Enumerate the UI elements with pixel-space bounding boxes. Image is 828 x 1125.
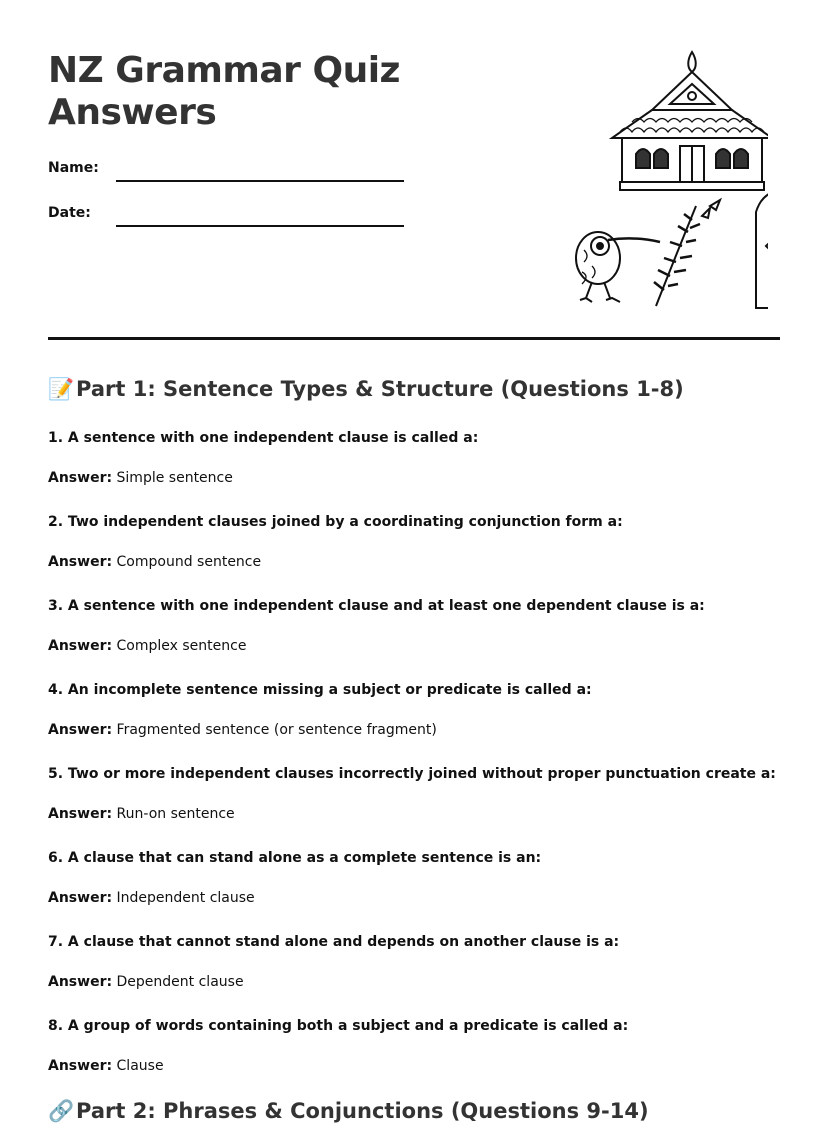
answer-label: Answer: xyxy=(48,470,113,486)
answer-label: Answer: xyxy=(48,1058,113,1074)
name-line[interactable] xyxy=(116,180,404,182)
answer-label: Answer: xyxy=(48,806,113,822)
question-text: 3. A sentence with one independent clause and at least one dependent clause is a: xyxy=(48,598,705,614)
date-label: Date: xyxy=(48,205,91,221)
link-icon: 🔗 xyxy=(48,1099,75,1123)
answer-text: Independent clause xyxy=(116,890,255,906)
date-line[interactable] xyxy=(116,225,404,227)
answer-text: Run-on sentence xyxy=(116,806,235,822)
part1-title: Part 1: Sentence Types & Structure (Questions 1-8) xyxy=(76,377,684,401)
name-label: Name: xyxy=(48,160,99,176)
question-text: 8. A group of words containing both a subject and a predicate is called a: xyxy=(48,1018,629,1034)
answer-row xyxy=(48,721,780,739)
answer-text: Complex sentence xyxy=(116,638,247,654)
answer-text: Clause xyxy=(116,1058,164,1074)
answer-row xyxy=(48,805,780,823)
answer-row xyxy=(48,469,780,487)
answer-label: Answer: xyxy=(48,974,113,990)
page-title xyxy=(48,50,468,134)
part2-heading xyxy=(48,1097,780,1125)
fern-icon xyxy=(654,200,720,306)
question-4 xyxy=(48,681,780,739)
question-text: 5. Two or more independent clauses incorrectly joined without proper punctuation create a: xyxy=(48,766,776,782)
question-text: 4. An incomplete sentence missing a subject or predicate is called a: xyxy=(48,682,592,698)
maori-illustration xyxy=(524,50,768,312)
answer-label: Answer: xyxy=(48,554,113,570)
answer-label: Answer: xyxy=(48,722,113,738)
answer-row xyxy=(48,889,780,907)
pencil-memo-icon: 📝 xyxy=(48,377,75,401)
question-text: 2. Two independent clauses joined by a coordinating conjunction form a: xyxy=(48,514,623,530)
part1-heading xyxy=(48,375,780,403)
question-text: 7. A clause that cannot stand alone and depends on another clause is a: xyxy=(48,934,620,950)
title-line-1: NZ Grammar Quiz xyxy=(48,50,400,91)
answer-text: Simple sentence xyxy=(116,470,233,486)
answer-label: Answer: xyxy=(48,890,113,906)
answer-label: Answer: xyxy=(48,638,113,654)
date-field[interactable] xyxy=(48,205,408,229)
question-text: 1. A sentence with one independent clause is called a: xyxy=(48,430,479,446)
answer-row xyxy=(48,1057,780,1075)
title-line-2: Answers xyxy=(48,92,217,133)
answer-text: Fragmented sentence (or sentence fragment) xyxy=(116,722,437,738)
question-6 xyxy=(48,849,780,907)
answer-text: Compound sentence xyxy=(116,554,262,570)
question-5 xyxy=(48,765,780,823)
answer-row xyxy=(48,973,780,991)
wharenui-icon xyxy=(612,52,768,190)
answer-row xyxy=(48,553,780,571)
answer-row xyxy=(48,637,780,655)
question-2 xyxy=(48,513,780,571)
name-field[interactable] xyxy=(48,160,408,184)
kiwi-bird-icon xyxy=(576,232,660,302)
part2-title: Part 2: Phrases & Conjunctions (Questions 9-14) xyxy=(76,1099,649,1123)
question-3 xyxy=(48,597,780,655)
header-divider xyxy=(48,337,780,340)
question-7 xyxy=(48,933,780,991)
question-text: 6. A clause that can stand alone as a complete sentence is an: xyxy=(48,850,542,866)
answer-text: Dependent clause xyxy=(116,974,244,990)
question-1 xyxy=(48,429,780,487)
pou-carving-icon xyxy=(756,189,768,308)
worksheet-page xyxy=(48,0,780,1123)
question-8 xyxy=(48,1017,780,1075)
